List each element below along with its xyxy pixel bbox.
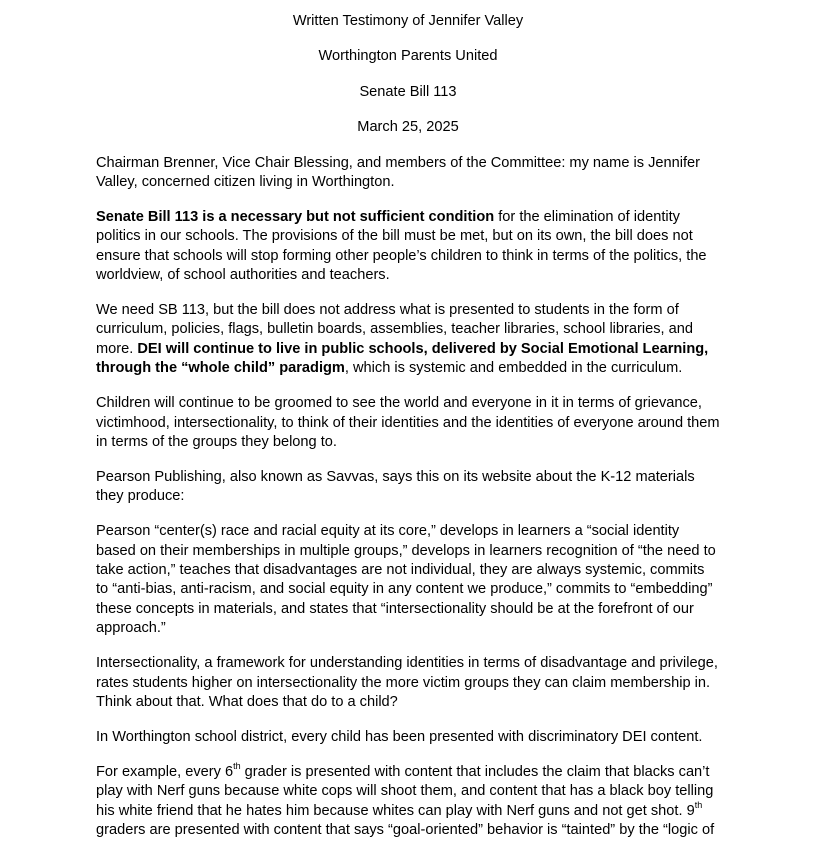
paragraph-grievance: Children will continue to be groomed to see the world and everyone in it in terms of grievance, victimhood, intersectionality, to think of their identities and the identities of everyone around them in terms of the groups they belong to.: [96, 395, 720, 450]
paragraph-greeting: Chairman Brenner, Vice Chair Blessing, and members of the Committee: my name is Jennifer Valley, concerned citizen living in Worthington.: [96, 154, 701, 191]
paragraph-sb113-condition: [96, 208, 720, 286]
testimony-title: Written Testimony of Jennifer Valley: [292, 13, 524, 29]
ordinal-suffix: th: [694, 799, 703, 810]
paragraph-text: graders are presented with content that says “goal-oriented” behavior is “tainted” by the “logic of: [96, 822, 715, 838]
paragraph-example: [96, 760, 720, 841]
paragraph-pearson-intro: Pearson Publishing, also known as Savvas, says this on its website about the K-12 materials they produce:: [96, 468, 695, 505]
paragraph-pearson-quotes: Pearson “center(s) race and racial equity at its core,” develops in learners a “social identity based on their memberships in multiple groups,” develops in learners recognition of “the need to take action,” teaches that disadvantages are not individual, they are always systemic, commits to “anti-bias, anti-racism, and social equity in any content we produce,” commits to “embedding” these concepts in materials, and states that “intersectionality should be at the forefront of our approach.”: [96, 523, 716, 637]
paragraph-text: , which is systemic and embedded in the curriculum.: [344, 360, 683, 377]
paragraph-dei-schools: [96, 301, 720, 379]
testimony-date: March 25, 2025: [357, 119, 459, 136]
bold-statement: Senate Bill 113 is a necessary but not sufficient condition: [96, 208, 495, 225]
paragraph-worthington: In Worthington school district, every child has been presented with discriminatory DEI content.: [96, 728, 703, 745]
bill-name: Senate Bill 113: [359, 83, 457, 100]
ordinal-suffix: th: [233, 760, 241, 771]
bold-statement: DEI will continue to live in public schools, delivered by Social Emotional Learning, through the “whole child” paradigm: [96, 340, 709, 377]
paragraph-intersectionality: Intersectionality, a framework for understanding identities in terms of disadvantage and privilege, rates students higher on intersectionality the more victim groups they can claim membership in. Think about that. What does that do to a child?: [96, 655, 718, 710]
paragraph-text: grader is presented with content that includes the claim that blacks can’t play with Nerf guns because white cops will shoot them, and content that has a black boy telling his white friend that he hates him because whites can play with Nerf guns and not get shot. 9: [96, 763, 714, 819]
paragraph-text: We need SB 113, but the bill does not address what is presented to students in the form of curriculum, policies, flags, bulletin boards, assemblies, teacher libraries, school libraries, and more.: [96, 302, 693, 357]
paragraph-text: for the elimination of identity politics in our schools. The provisions of the bill must be met, but on its own, the bill does not ensure that schools will stop forming other people’s children to think in terms of the politics, the worldview, of school authorities and teachers.: [96, 208, 707, 284]
paragraph-text: For example, every 6: [96, 763, 234, 780]
organization-name: Worthington Parents United: [318, 48, 498, 65]
